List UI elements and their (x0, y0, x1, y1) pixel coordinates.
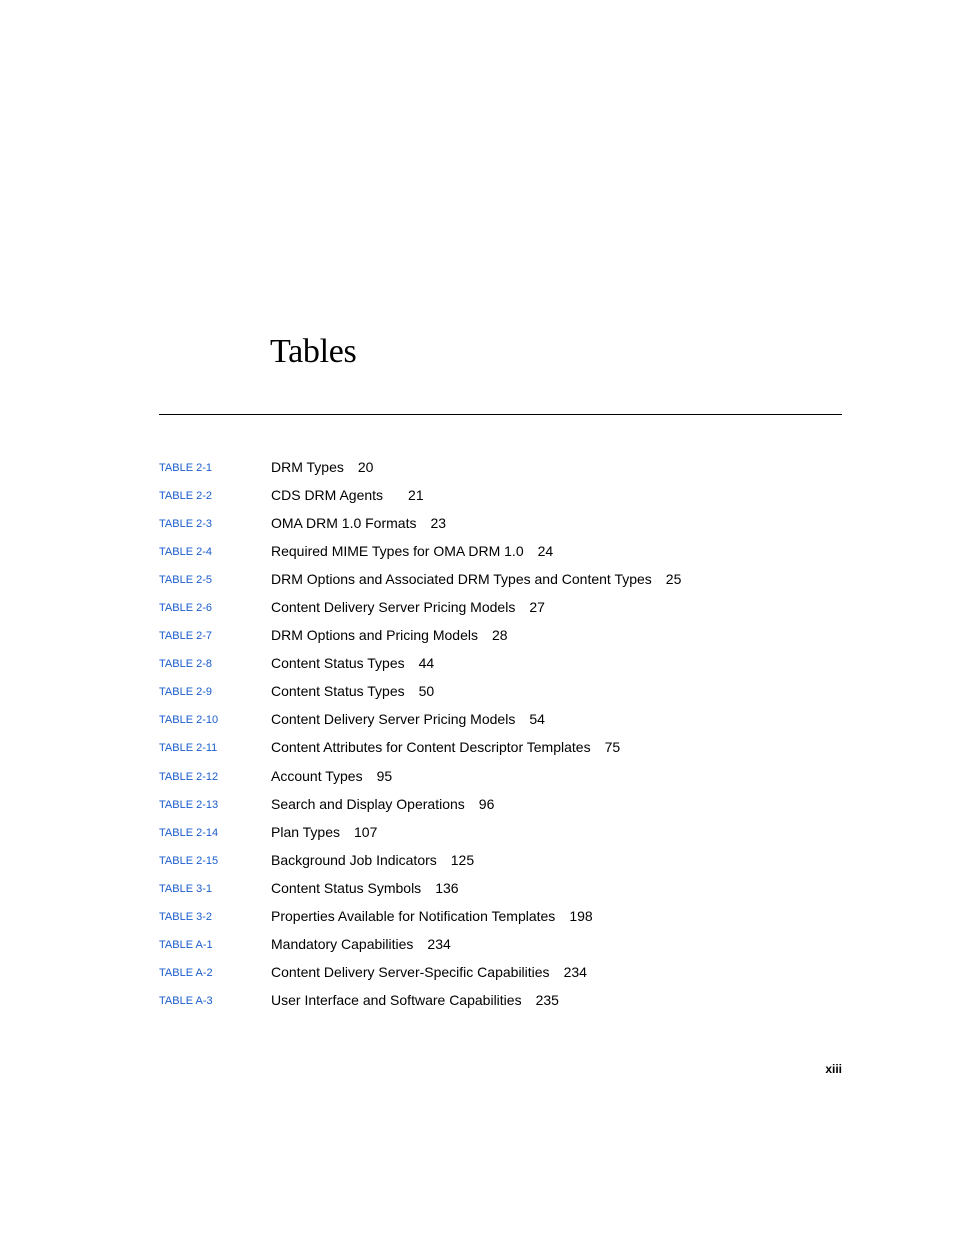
table-title: Mandatory Capabilities (271, 935, 414, 952)
table-title: User Interface and Software Capabilities (271, 991, 522, 1008)
list-item (159, 735, 842, 763)
list-item (159, 483, 842, 511)
page-number: 234 (563, 963, 587, 980)
table-entry (271, 904, 593, 928)
list-item (159, 623, 842, 651)
table-entry (271, 960, 587, 984)
table-title: CDS DRM Agents (271, 487, 384, 504)
table-title: Content Status Types (271, 683, 405, 700)
list-item (159, 960, 842, 988)
table-link[interactable]: TABLE 2-3 (159, 518, 212, 531)
table-entry (271, 932, 451, 956)
table-entry (271, 483, 424, 507)
page-number: 125 (450, 851, 475, 868)
table-title: DRM Options and Pricing Models (271, 627, 478, 644)
page-number: 107 (354, 823, 378, 840)
table-link[interactable]: TABLE 2-11 (159, 742, 218, 755)
table-entry (271, 707, 545, 731)
table-entry (271, 848, 474, 872)
list-item (159, 904, 842, 932)
page-number: 23 (430, 515, 447, 532)
table-link[interactable]: TABLE A-1 (159, 938, 213, 951)
table-link[interactable]: TABLE 2-13 (159, 798, 219, 811)
page-number: 27 (529, 599, 545, 616)
table-link[interactable]: TABLE 2-2 (159, 490, 212, 503)
table-title: Account Types (271, 767, 363, 784)
page-number: 234 (427, 935, 451, 952)
list-item (159, 707, 842, 735)
table-link[interactable]: TABLE A-2 (159, 966, 213, 979)
list-item (159, 932, 842, 960)
table-entry (271, 876, 459, 900)
list-item (159, 511, 842, 539)
table-link[interactable]: TABLE 2-14 (159, 826, 219, 839)
table-entry (271, 792, 494, 816)
table-title: Background Job Indicators (271, 851, 437, 868)
table-entry (271, 764, 392, 788)
table-entry (271, 455, 373, 479)
list-item (159, 848, 842, 876)
table-title: Content Delivery Server Pricing Models (271, 599, 516, 616)
page-number: 24 (537, 543, 554, 560)
table-link[interactable]: TABLE 2-15 (159, 854, 219, 867)
list-item (159, 988, 842, 1016)
page-number: 21 (408, 487, 424, 504)
page-number: 25 (665, 571, 682, 588)
table-entry (271, 651, 434, 675)
table-title: DRM Options and Associated DRM Types and Content Types (271, 571, 652, 588)
list-item (159, 651, 842, 679)
table-entry (271, 735, 620, 759)
list-item (159, 764, 842, 792)
table-link[interactable]: TABLE A-3 (159, 994, 213, 1007)
page-number: 20 (357, 459, 374, 475)
list-item (159, 595, 842, 623)
list-item (159, 455, 842, 483)
page-number-footer: xiii (825, 1062, 842, 1076)
page-number: 54 (529, 711, 545, 728)
table-link[interactable]: TABLE 3-1 (159, 882, 212, 895)
list-item (159, 567, 842, 595)
table-entry (271, 988, 559, 1012)
list-item (159, 539, 842, 567)
table-link[interactable]: TABLE 2-5 (159, 574, 212, 587)
table-title: Required MIME Types for OMA DRM 1.0 (271, 543, 524, 560)
page-title: Tables (270, 333, 357, 370)
page-number: 136 (435, 879, 459, 896)
page-number: 198 (569, 907, 593, 924)
page-number: 44 (418, 655, 435, 672)
table-title: Plan Types (271, 823, 341, 840)
table-entry (271, 595, 545, 619)
table-title: Content Status Symbols (271, 879, 422, 896)
page-number: 95 (376, 767, 393, 784)
table-link[interactable]: TABLE 2-12 (159, 770, 219, 783)
page-number: 235 (535, 991, 559, 1008)
title-rule (159, 414, 842, 415)
table-entry (271, 679, 434, 703)
table-title: Content Delivery Server Pricing Models (271, 711, 516, 728)
table-link[interactable]: TABLE 2-10 (159, 714, 219, 727)
page-number: 28 (491, 627, 508, 644)
table-link[interactable]: TABLE 2-4 (159, 546, 212, 559)
list-item (159, 876, 842, 904)
list-item (159, 792, 842, 820)
table-title: Properties Available for Notification Templates (271, 907, 556, 924)
table-entry (271, 511, 446, 535)
table-link[interactable]: TABLE 2-1 (159, 462, 212, 474)
table-link[interactable]: TABLE 3-2 (159, 910, 212, 923)
page-number: 50 (418, 683, 435, 700)
table-entry (271, 820, 377, 844)
list-item (159, 820, 842, 848)
table-link[interactable]: TABLE 2-9 (159, 686, 212, 699)
table-link[interactable]: TABLE 2-7 (159, 630, 212, 643)
table-list (159, 455, 842, 1016)
page-number: 96 (478, 795, 495, 812)
table-entry (271, 567, 681, 591)
table-title: OMA DRM 1.0 Formats (271, 515, 417, 532)
table-entry (271, 623, 508, 647)
table-title: Content Status Types (271, 655, 405, 672)
table-link[interactable]: TABLE 2-6 (159, 602, 212, 615)
table-link[interactable]: TABLE 2-8 (159, 658, 212, 671)
table-title: Search and Display Operations (271, 795, 465, 812)
table-entry (271, 539, 553, 563)
table-title: DRM Types (271, 459, 344, 475)
page-number: 75 (604, 739, 621, 756)
list-item (159, 679, 842, 707)
table-title: Content Attributes for Content Descriptor Templates (271, 739, 591, 756)
table-title: Content Delivery Server-Specific Capabilities (271, 963, 550, 980)
